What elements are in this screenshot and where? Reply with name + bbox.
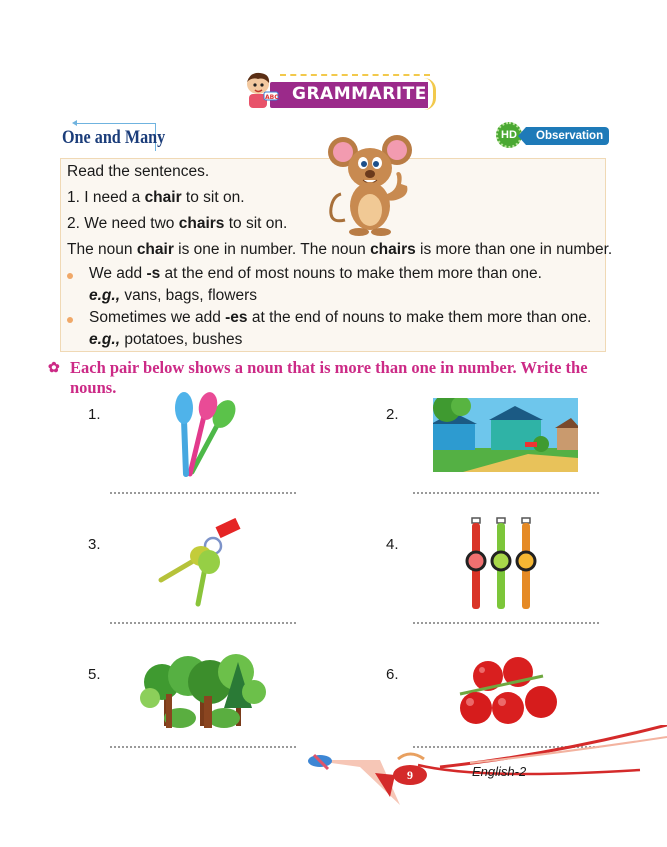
eg-label: e.g., [89,331,121,348]
eg-label: e.g., [89,287,121,304]
item-number-6: 6. [386,666,399,683]
explanation-part: is more than one in number. [415,241,613,258]
sentence-text: 1. I need a [67,189,145,206]
instruction-text: Each pair below shows a noun that is more than one in number. Write the nouns. [70,358,588,397]
sentence-noun: chairs [178,215,225,232]
sentence-text: to sit on. [224,215,288,232]
rule-suffix: -es [225,309,248,326]
answer-line-2[interactable] [413,492,599,494]
houses-image [433,398,578,472]
item-number-2: 2. [386,406,399,423]
banner-dash-line [280,74,430,76]
rule-suffix: -s [146,265,161,282]
item-number-5: 5. [88,666,101,683]
item-number-1: 1. [88,406,101,423]
explanation-noun: chairs [370,241,416,258]
keys-image [155,518,245,608]
observation-label: Observation [526,127,609,145]
sentence-text: to sit on. [181,189,245,206]
watches-image [465,516,540,611]
examples-text: vans, bags, flowers [120,287,257,304]
answer-line-4[interactable] [413,622,599,624]
grammarite-banner [240,70,440,114]
section-title: One and Many [62,127,166,148]
item-number-4: 4. [386,536,399,553]
rule-text: We add [89,265,147,282]
banner-title: GRAMMARITE [292,84,427,104]
flower-bullet-icon: ✿ [48,361,60,376]
answer-line-3[interactable] [110,622,296,624]
rule-1 [89,265,542,283]
svg-text:ABC: ABC [265,94,279,101]
spoons-image [170,390,240,480]
rule-text: Sometimes we add [89,309,226,326]
sentence-noun: chair [144,189,182,206]
explanation-noun: chair [136,241,174,258]
intro-text: Read the sentences. [67,163,210,180]
sentence-text: 2. We need two [67,215,179,232]
mouse-thumbs-up-icon [325,128,415,236]
examples-text: potatoes, bushes [120,331,243,348]
page-number: 9 [407,768,413,782]
tomatoes-image [458,654,568,729]
boy-with-abc-icon [240,70,280,112]
bullet-dot-icon [67,273,73,279]
rule-text: at the end of nouns to make them more than one. [247,309,592,326]
hd-badge: HD [496,122,522,148]
answer-line-1[interactable] [110,492,296,494]
rule-2-examples [89,331,242,349]
rule-2 [89,309,591,327]
trees-image [140,652,268,732]
explanation-text [67,241,612,259]
explanation-part: is one in number. The noun [173,241,371,258]
rule-text: at the end of most nouns to make them more than one. [160,265,542,282]
explanation-part: The noun [67,241,137,258]
item-number-3: 3. [88,536,101,553]
rule-1-examples [89,287,257,305]
bullet-dot-icon [67,317,73,323]
book-label: English-2 [472,764,527,779]
sentence-2 [67,215,287,233]
sentence-1 [67,189,245,207]
page-number-badge [393,765,427,785]
answer-line-5[interactable] [110,746,296,748]
